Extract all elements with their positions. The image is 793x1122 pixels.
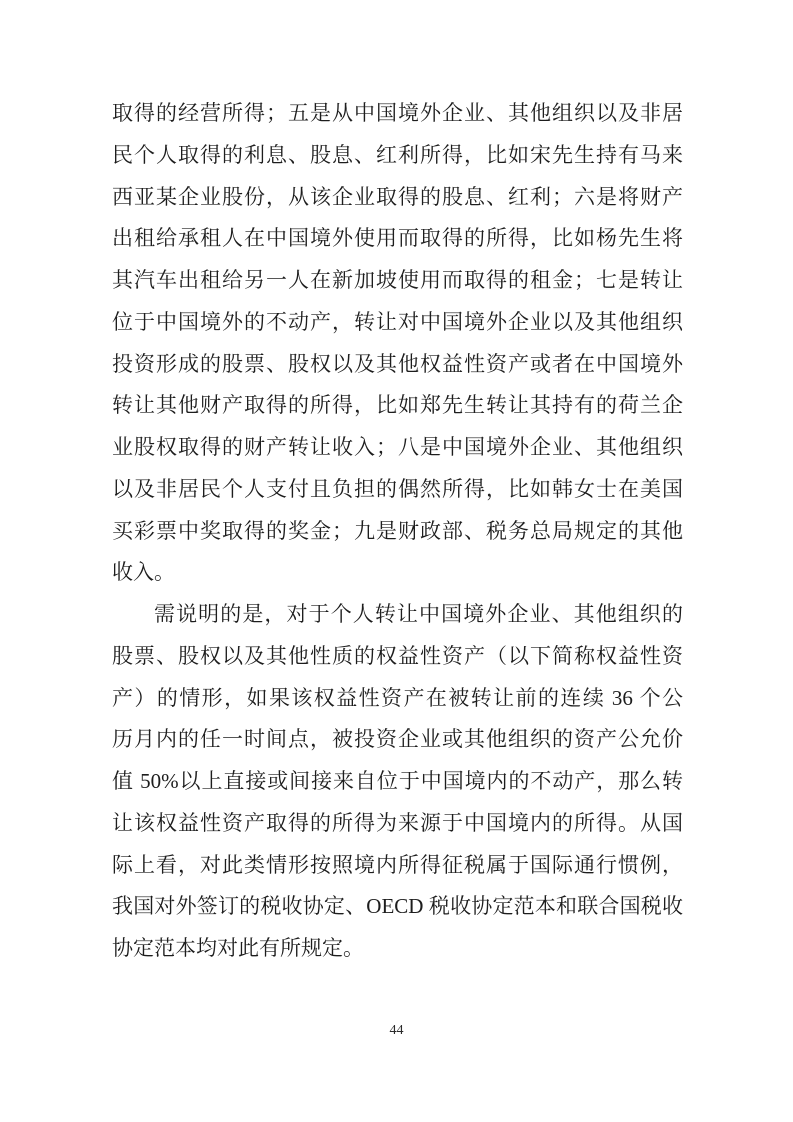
text-line: 收入。 — [112, 560, 175, 585]
text-line: 西亚某企业股份，从该企业取得的股息、红利；六是将财产 — [112, 184, 683, 209]
paragraph-1 — [112, 93, 683, 594]
text-line: 股票、股权以及其他性质的权益性资产（以下简称权益性资 — [112, 643, 683, 668]
text-line: 际上看，对此类情形按照境内所得征税属于国际通行惯例， — [112, 852, 683, 877]
text-line: 历月内的任一时间点，被投资企业或其他组织的资产公允价 — [112, 727, 683, 752]
text-line: 值 50%以上直接或间接来自位于中国境内的不动产，那么转 — [112, 769, 683, 793]
text-line: 买彩票中奖取得的奖金；九是财政部、税务总局规定的其他 — [112, 518, 683, 543]
text-line: 产）的情形，如果该权益性资产在被转让前的连续 36 个公 — [112, 685, 683, 710]
text-line: 让该权益性资产取得的所得为来源于中国境内的所得。从国 — [112, 810, 683, 835]
text-line: 其汽车出租给另一人在新加坡使用而取得的租金；七是转让 — [112, 268, 683, 292]
text-line: 以及非居民个人支付且负担的偶然所得，比如韩女士在美国 — [112, 476, 683, 501]
text-line: 转让其他财产取得的所得，比如郑先生转让其持有的荷兰企 — [112, 393, 683, 418]
text-line: 我国对外签订的税收协定、OECD 税收协定范本和联合国税收 — [112, 894, 683, 919]
text-block — [112, 93, 683, 970]
paragraph-2 — [112, 594, 683, 970]
text-line: 民个人取得的利息、股息、红利所得，比如宋先生持有马来 — [112, 142, 683, 167]
text-line: 需说明的是，对于个人转让中国境外企业、其他组织的 — [154, 602, 683, 626]
text-line: 投资形成的股票、股权以及其他权益性资产或者在中国境外 — [112, 351, 683, 376]
text-line: 协定范本均对此有所规定。 — [112, 936, 364, 960]
text-line: 位于中国境外的不动产，转让对中国境外企业以及其他组织 — [112, 309, 683, 334]
text-line: 出租给承租人在中国境外使用而取得的所得，比如杨先生将 — [112, 226, 683, 251]
text-line: 取得的经营所得；五是从中国境外企业、其他组织以及非居 — [112, 101, 683, 125]
text-line: 业股权取得的财产转让收入；八是中国境外企业、其他组织 — [112, 435, 683, 459]
page-number: 44 — [389, 1023, 404, 1038]
